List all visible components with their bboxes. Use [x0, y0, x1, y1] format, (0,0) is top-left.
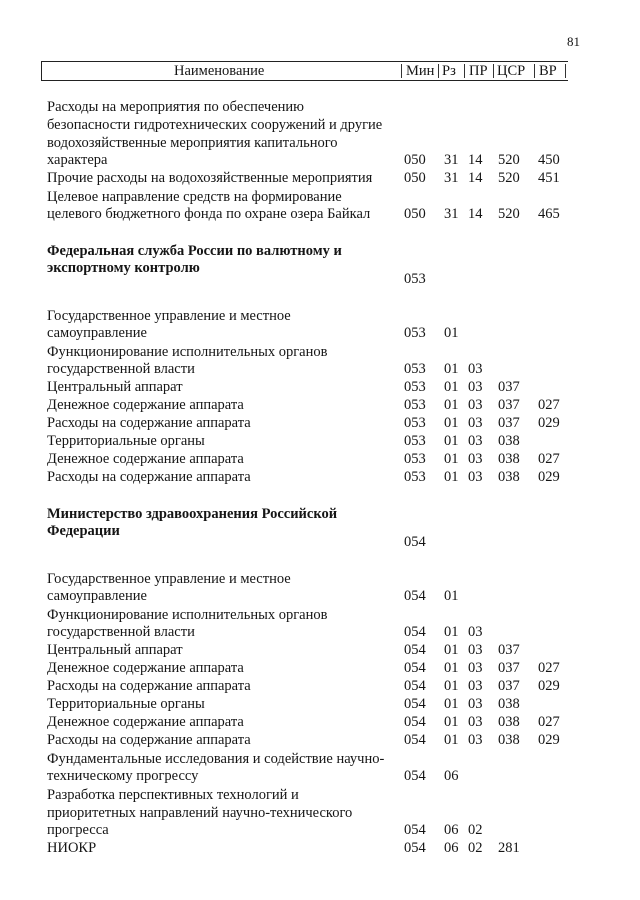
section-heading: Федеральная служба России по валютному и экспортному контролю	[47, 242, 342, 277]
table-row	[0, 714, 640, 732]
table-row	[0, 750, 640, 786]
min-code: 054	[404, 660, 426, 677]
header-csr: ЦСР	[497, 63, 526, 79]
header-separator	[565, 64, 566, 78]
min-code: 054	[404, 642, 426, 659]
table-row	[0, 451, 640, 469]
rz-code: 01	[444, 642, 459, 659]
vr-code: 029	[538, 732, 560, 749]
pr-code: 03	[468, 624, 483, 641]
min-code: 054	[404, 714, 426, 731]
pr-code: 03	[468, 714, 483, 731]
row-name: Функционирование исполнительных органов государственной власти	[47, 606, 328, 641]
row-name: Государственное управление и местное самоуправление	[47, 570, 291, 605]
table-row	[0, 188, 640, 224]
csr-code: 038	[498, 732, 520, 749]
pr-code: 03	[468, 696, 483, 713]
table-row	[0, 170, 640, 188]
rz-code: 01	[444, 325, 459, 342]
min-code: 054	[404, 624, 426, 641]
rz-code: 01	[444, 469, 459, 486]
row-name: Денежное содержание аппарата	[47, 397, 244, 414]
pr-code: 03	[468, 361, 483, 378]
page-number: 81	[567, 34, 580, 49]
min-code: 053	[404, 469, 426, 486]
rz-code: 01	[444, 379, 459, 396]
table-row	[0, 242, 640, 289]
row-name: Расходы на содержание аппарата	[47, 469, 251, 486]
header-min: Мин	[406, 63, 435, 79]
csr-code: 037	[498, 642, 520, 659]
table-row	[0, 678, 640, 696]
table-row	[0, 505, 640, 552]
table-row	[0, 660, 640, 678]
min-code: 053	[404, 397, 426, 414]
csr-code: 037	[498, 660, 520, 677]
pr-code: 02	[468, 840, 483, 857]
row-name: Денежное содержание аппарата	[47, 451, 244, 468]
vr-code: 027	[538, 397, 560, 414]
rz-code: 01	[444, 433, 459, 450]
csr-code: 037	[498, 397, 520, 414]
vr-code: 027	[538, 451, 560, 468]
rz-code: 06	[444, 822, 459, 839]
min-code: 053	[404, 361, 426, 378]
table-row	[0, 732, 640, 750]
rz-code: 01	[444, 660, 459, 677]
min-code: 054	[404, 696, 426, 713]
csr-code: 038	[498, 451, 520, 468]
rz-code: 06	[444, 768, 459, 785]
table-row	[0, 99, 640, 170]
rz-code: 31	[444, 152, 459, 169]
row-name: Территориальные органы	[47, 696, 205, 713]
csr-code: 037	[498, 415, 520, 432]
pr-code: 03	[468, 732, 483, 749]
min-code: 050	[404, 206, 426, 223]
table-row	[0, 570, 640, 606]
row-name: Расходы на содержание аппарата	[47, 678, 251, 695]
header-pr: ПР	[469, 63, 488, 79]
row-name: Центральный аппарат	[47, 642, 183, 659]
rz-code: 01	[444, 624, 459, 641]
header-separator	[464, 64, 465, 78]
row-name: Центральный аппарат	[47, 379, 183, 396]
header-vr: ВР	[539, 63, 557, 79]
min-code: 054	[404, 822, 426, 839]
table-row	[0, 307, 640, 343]
min-code: 054	[404, 588, 426, 605]
vr-code: 027	[538, 660, 560, 677]
csr-code: 037	[498, 379, 520, 396]
min-code: 053	[404, 325, 426, 342]
min-code: 050	[404, 152, 426, 169]
pr-code: 14	[468, 206, 483, 223]
vr-code: 027	[538, 714, 560, 731]
rz-code: 01	[444, 397, 459, 414]
section-gap	[0, 552, 640, 570]
row-name: Целевое направление средств на формирование целевого бюджетного фонда по охране озера Байкал	[47, 188, 371, 223]
pr-code: 03	[468, 379, 483, 396]
row-name: Расходы на содержание аппарата	[47, 732, 251, 749]
vr-code: 029	[538, 415, 560, 432]
pr-code: 03	[468, 415, 483, 432]
vr-code: 029	[538, 469, 560, 486]
section-gap	[0, 224, 640, 242]
pr-code: 03	[468, 469, 483, 486]
csr-code: 038	[498, 433, 520, 450]
pr-code: 03	[468, 678, 483, 695]
rz-code: 01	[444, 678, 459, 695]
min-code: 054	[404, 678, 426, 695]
rz-code: 01	[444, 696, 459, 713]
table-row	[0, 415, 640, 433]
vr-code: 029	[538, 678, 560, 695]
pr-code: 03	[468, 642, 483, 659]
row-name: Денежное содержание аппарата	[47, 660, 244, 677]
min-code: 050	[404, 170, 426, 187]
vr-code: 450	[538, 152, 560, 169]
table-row	[0, 642, 640, 660]
min-code: 054	[404, 534, 426, 551]
rz-code: 01	[444, 415, 459, 432]
vr-code: 451	[538, 170, 560, 187]
csr-code: 520	[498, 152, 520, 169]
min-code: 053	[404, 451, 426, 468]
vr-code: 465	[538, 206, 560, 223]
table-row	[0, 786, 640, 840]
table-row	[0, 343, 640, 379]
csr-code: 281	[498, 840, 520, 857]
pr-code: 14	[468, 170, 483, 187]
section-heading: Министерство здравоохранения Российской Федерации	[47, 505, 338, 540]
rz-code: 31	[444, 206, 459, 223]
pr-code: 03	[468, 660, 483, 677]
table-row	[0, 696, 640, 714]
csr-code: 038	[498, 696, 520, 713]
csr-code: 037	[498, 678, 520, 695]
row-name: Фундаментальные исследования и содействие научно- техническому прогрессу	[47, 750, 385, 785]
row-name: НИОКР	[47, 840, 97, 857]
row-name: Денежное содержание аппарата	[47, 714, 244, 731]
rz-code: 06	[444, 840, 459, 857]
row-name: Разработка перспективных технологий и приоритетных направлений научно-технического прогресса	[47, 786, 353, 839]
header-separator	[534, 64, 535, 78]
rz-code: 01	[444, 714, 459, 731]
min-code: 053	[404, 415, 426, 432]
header-separator	[401, 64, 402, 78]
min-code: 053	[404, 433, 426, 450]
csr-code: 520	[498, 170, 520, 187]
table-header	[41, 61, 568, 81]
section-gap	[0, 289, 640, 307]
row-name: Прочие расходы на водохозяйственные мероприятия	[47, 170, 373, 187]
table-row	[0, 397, 640, 415]
table-row	[0, 606, 640, 642]
rz-code: 01	[444, 451, 459, 468]
section-gap	[0, 487, 640, 505]
table-row	[0, 379, 640, 397]
table-row	[0, 840, 640, 858]
table-row	[0, 469, 640, 487]
pr-code: 03	[468, 433, 483, 450]
min-code: 054	[404, 840, 426, 857]
csr-code: 038	[498, 714, 520, 731]
rz-code: 01	[444, 361, 459, 378]
header-separator	[493, 64, 494, 78]
row-name: Расходы на содержание аппарата	[47, 415, 251, 432]
pr-code: 02	[468, 822, 483, 839]
rz-code: 31	[444, 170, 459, 187]
min-code: 053	[404, 379, 426, 396]
rz-code: 01	[444, 588, 459, 605]
header-name: Наименование	[174, 63, 265, 79]
pr-code: 03	[468, 397, 483, 414]
pr-code: 03	[468, 451, 483, 468]
pr-code: 14	[468, 152, 483, 169]
header-separator	[438, 64, 439, 78]
row-name: Территориальные органы	[47, 433, 205, 450]
min-code: 054	[404, 732, 426, 749]
row-name: Функционирование исполнительных органов государственной власти	[47, 343, 328, 378]
table-row	[0, 433, 640, 451]
table-body	[0, 99, 640, 858]
rz-code: 01	[444, 732, 459, 749]
row-name: Расходы на мероприятия по обеспечению безопасности гидротехнических сооружений и другие водохозяйственные мероприятия капитального характера	[47, 99, 383, 169]
min-code: 054	[404, 768, 426, 785]
csr-code: 520	[498, 206, 520, 223]
row-name: Государственное управление и местное самоуправление	[47, 307, 291, 342]
header-rz: Рз	[442, 63, 456, 79]
min-code: 053	[404, 271, 426, 288]
csr-code: 038	[498, 469, 520, 486]
